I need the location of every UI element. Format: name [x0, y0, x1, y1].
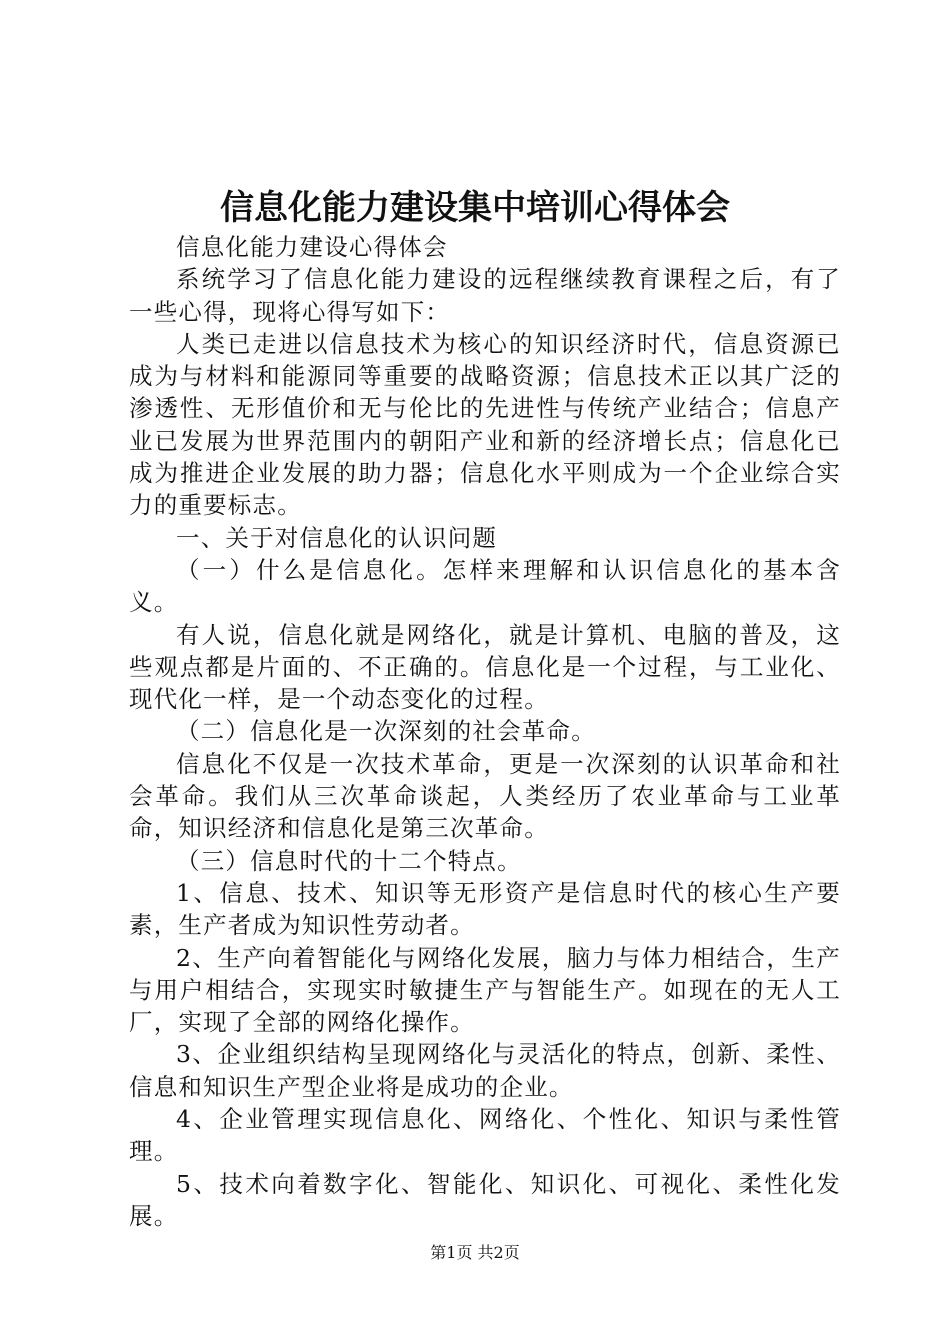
paragraph-background: 人类已走进以信息技术为核心的知识经济时代，信息资源已成为与材料和能源同等重要的战略资源；信息技术正以其广泛的渗透性、无形值价和无与伦比的先进性与传统产业结合；信息产业已发展为世界范围内的朝阳产业和新的经济增长点；信息化已成为推进企业发展的助力器；信息化水平则成为一个企业综合实力的重要标志。 [129, 329, 841, 520]
section-heading-1: 一、关于对信息化的认识问题 [176, 523, 498, 552]
document-body [129, 231, 841, 1232]
page-footer: 第1页 共2页 [430, 1243, 520, 1262]
paragraph-intro: 系统学习了信息化能力建设的远程继续教育课程之后，有了一些心得，现将心得写如下： [129, 265, 841, 326]
list-item: 5、技术向着数字化、智能化、知识化、可视化、柔性化发展。 [129, 1169, 841, 1230]
list-item: 1、信息、技术、知识等无形资产是信息时代的核心生产要素，生产者成为知识性劳动者。 [129, 878, 841, 940]
subsection-heading-1: （一）什么是信息化。怎样来理解和认识信息化的基本含义。 [129, 555, 841, 617]
list-item: 2、生产向着智能化与网络化发展，脑力与体力相结合，生产与用户相结合，实现实时敏捷生产与智能生产。如现在的无人工厂，实现了全部的网络化操作。 [129, 943, 841, 1037]
list-item: 4、企业管理实现信息化、网络化、个性化、知识与柔性管理。 [129, 1105, 841, 1166]
document-title: 信息化能力建设集中培训心得体会 [220, 188, 730, 228]
list-item: 3、企业组织结构呈现网络化与灵活化的特点，创新、柔性、信息和知识生产型企业将是成功的企业。 [129, 1040, 841, 1101]
paragraph-subtitle: 信息化能力建设心得体会 [176, 233, 448, 261]
paragraph-body: 有人说，信息化就是网络化，就是计算机、电脑的普及，这些观点都是片面的、不正确的。信息化是一个过程，与工业化、现代化一样，是一个动态变化的过程。 [129, 620, 841, 714]
subsection-heading-3: （三）信息时代的十二个特点。 [176, 846, 522, 875]
subsection-heading-2: （二）信息化是一次深刻的社会革命。 [176, 717, 596, 746]
paragraph-body: 信息化不仅是一次技术革命，更是一次深刻的认识革命和社会革命。我们从三次革命谈起，人类经历了农业革命与工业革命，知识经济和信息化是第三次革命。 [129, 749, 841, 843]
